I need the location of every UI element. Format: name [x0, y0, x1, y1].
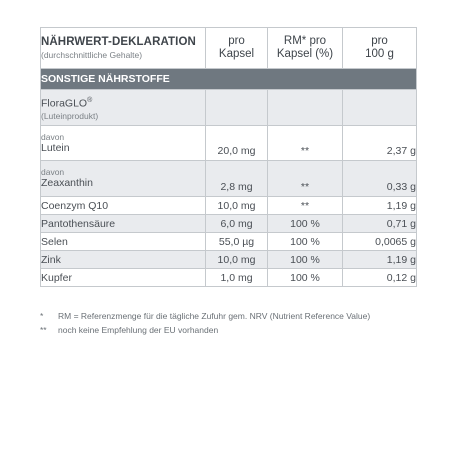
nutrition-table [40, 27, 417, 287]
zeaxanthin-cell [41, 161, 206, 197]
row-rm: 100 % [268, 251, 343, 269]
row-per-100g: 1,19 g [343, 251, 417, 269]
row-name: Zink [41, 251, 206, 269]
footnote-mark: * [40, 311, 44, 321]
zeaxanthin-rm: ** [268, 161, 343, 197]
row-rm: 100 % [268, 269, 343, 287]
row-per-100g: 0,12 g [343, 269, 417, 287]
table-header-row [41, 28, 417, 69]
lutein-prefix: davon [41, 131, 65, 142]
row-name: Kupfer [41, 269, 206, 287]
table-row-zeaxanthin [41, 161, 417, 197]
row-rm: 100 % [268, 215, 343, 233]
footnote-text: noch keine Empfehlung der EU vorhanden [58, 325, 219, 335]
row-per-capsule: 6,0 mg [206, 215, 268, 233]
floraglo-name: FloraGLO [41, 97, 88, 110]
header-title-cell [41, 28, 206, 69]
table-row [41, 269, 417, 287]
footnote [40, 323, 416, 337]
zeaxanthin-name: Zeaxanthin [41, 177, 93, 189]
lutein-name: Lutein [41, 141, 70, 154]
row-per-capsule: 1,0 mg [206, 269, 268, 287]
row-per-capsule: 55,0 µg [206, 233, 268, 251]
floraglo-cell [41, 90, 206, 126]
lutein-per-100g: 2,37 g [343, 126, 417, 161]
footnote [40, 309, 416, 323]
row-name: Pantothensäure [41, 215, 206, 233]
row-per-100g: 0,0065 g [343, 233, 417, 251]
registered-mark: ® [87, 97, 93, 105]
lutein-rm: ** [268, 126, 343, 161]
section-header-row [41, 69, 417, 90]
footnote-text: RM = Referenzmenge für die tägliche Zufuhr gem. NRV (Nutrient Reference Value) [58, 311, 371, 321]
row-name: Coenzym Q10 [41, 197, 206, 215]
row-per-capsule: 10,0 mg [206, 197, 268, 215]
footnotes [40, 309, 416, 337]
row-name: Selen [41, 233, 206, 251]
header-per-capsule: pro Kapsel [206, 28, 268, 69]
table-row [41, 251, 417, 269]
table-title: NÄHRWERT-DEKLARATION [41, 35, 196, 48]
row-rm: 100 % [268, 233, 343, 251]
row-per-100g: 1,19 g [343, 197, 417, 215]
row-rm: ** [268, 197, 343, 215]
table-row-lutein [41, 126, 417, 161]
table-row-floraglo [41, 90, 417, 126]
row-per-capsule: 10,0 mg [206, 251, 268, 269]
floraglo-sub: (Luteinprodukt) [41, 110, 99, 121]
table-row [41, 197, 417, 215]
lutein-per-capsule: 20,0 mg [206, 126, 268, 161]
zeaxanthin-per-capsule: 2,8 mg [206, 161, 268, 197]
lutein-cell [41, 126, 206, 161]
zeaxanthin-prefix: davon [41, 167, 65, 177]
zeaxanthin-per-100g: 0,33 g [343, 161, 417, 197]
header-rm-percent: RM* pro Kapsel (%) [268, 28, 343, 69]
table-row [41, 215, 417, 233]
table-subtitle: (durchschnittliche Gehalte) [41, 49, 143, 60]
row-per-100g: 0,71 g [343, 215, 417, 233]
section-title: SONSTIGE NÄHRSTOFFE [41, 69, 417, 90]
header-per-100g: pro 100 g [343, 28, 417, 69]
table-row [41, 233, 417, 251]
footnote-mark: ** [40, 325, 47, 335]
